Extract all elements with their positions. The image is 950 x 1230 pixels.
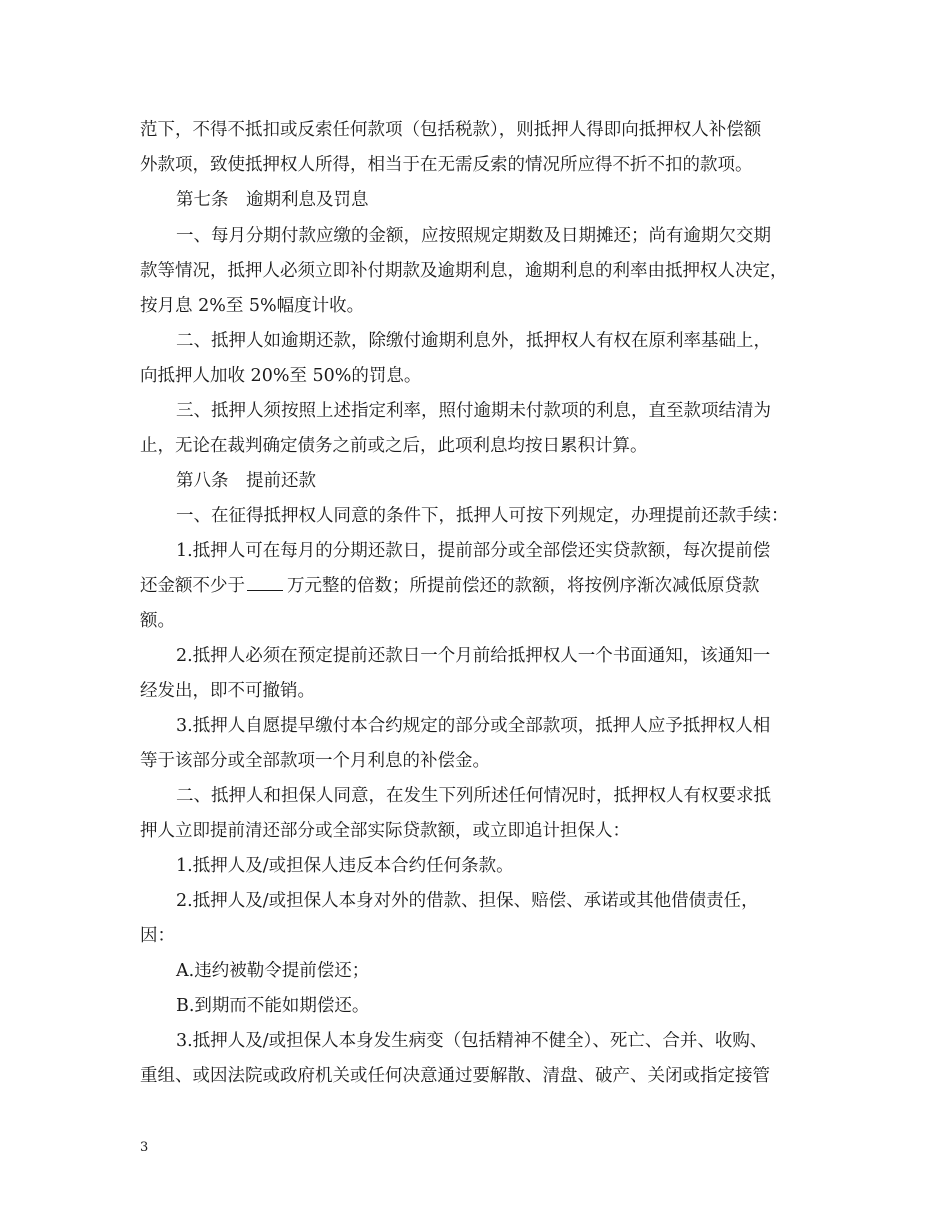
paragraph-line: 一、每月分期付款应缴的金额，应按照规定期数及日期摊还；尚有逾期欠交期 xyxy=(176,226,771,246)
paragraph-line: 向抵押人加收 20%至 50%的罚息。 xyxy=(140,366,422,386)
paragraph-line: 3.抵押人及/或担保人本身发生病变（包括精神不健全）、死亡、合并、收购、 xyxy=(176,1031,768,1051)
paragraph-line: 额。 xyxy=(140,611,175,631)
paragraph-line: 2.抵押人及/或担保人本身对外的借款、担保、赔偿、承诺或其他借债责任， xyxy=(176,891,759,911)
article-heading: 第七条 逾期利息及罚息 xyxy=(176,190,369,210)
paragraph-line: 按月息 2%至 5%幅度计收。 xyxy=(140,296,365,316)
paragraph-line: 外款项，致使抵押权人所得，相当于在无需反索的情况所应得不折不扣的款项。 xyxy=(140,155,753,175)
paragraph-line: 款等情况，抵押人必须立即补付期款及逾期利息，逾期利息的利率由抵押权人决定， xyxy=(140,261,788,281)
paragraph-line: 二、抵押人如逾期还款，除缴付逾期利息外，抵押权人有权在原利率基础上， xyxy=(176,331,771,351)
paragraph-line: 三、抵押人须按照上述指定利率，照付逾期未付款项的利息，直至款项结清为 xyxy=(176,401,771,421)
paragraph-line: 二、抵押人和担保人同意，在发生下列所述任何情况时，抵押权人有权要求抵 xyxy=(176,786,771,806)
paragraph-line: A.违约被勒令提前偿还； xyxy=(176,961,370,981)
paragraph-line: 1.抵押人可在每月的分期还款日，提前部分或全部偿还实贷款额，每次提前偿 xyxy=(176,541,771,561)
paragraph-line xyxy=(140,574,760,598)
paragraph-line: 1.抵押人及/或担保人违反本合约任何条款。 xyxy=(176,856,514,876)
line-text-start: 还金额不少于 xyxy=(140,576,245,596)
paragraph-line: B.到期而不能如期偿还。 xyxy=(176,996,370,1016)
paragraph-line: 因： xyxy=(140,926,175,946)
paragraph-line: 范下，不得不抵扣或反索任何款项（包括税款），则抵押人得即向抵押权人补偿额 xyxy=(140,120,762,140)
paragraph-line: 2.抵押人必须在预定提前还款日一个月前给抵押权人一个书面通知，该通知一 xyxy=(176,646,771,666)
paragraph-line: 等于该部分或全部款项一个月利息的补偿金。 xyxy=(140,751,490,771)
paragraph-line: 押人立即提前清还部分或全部实际贷款额，或立即追计担保人： xyxy=(140,821,630,841)
paragraph-line: 3.抵押人自愿提早缴付本合约规定的部分或全部款项，抵押人应予抵押权人相 xyxy=(176,716,771,736)
fill-in-blank xyxy=(247,574,283,591)
paragraph-line: 重组、或因法院或政府机关或任何决意通过要解散、清盘、破产、关闭或指定接管 xyxy=(140,1066,770,1086)
paragraph-line: 一、在征得抵押权人同意的条件下，抵押人可按下列规定，办理提前还款手续： xyxy=(176,506,789,526)
line-text-end: 万元整的倍数；所提前偿还的款额，将按例序渐次减低原贷款 xyxy=(287,576,760,596)
paragraph-line: 经发出，即不可撤销。 xyxy=(140,681,315,701)
page-number: 3 xyxy=(140,1140,149,1155)
paragraph-line: 止，无论在裁判确定债务之前或之后，此项利息均按日累积计算。 xyxy=(140,436,648,456)
article-heading: 第八条 提前还款 xyxy=(176,471,316,491)
